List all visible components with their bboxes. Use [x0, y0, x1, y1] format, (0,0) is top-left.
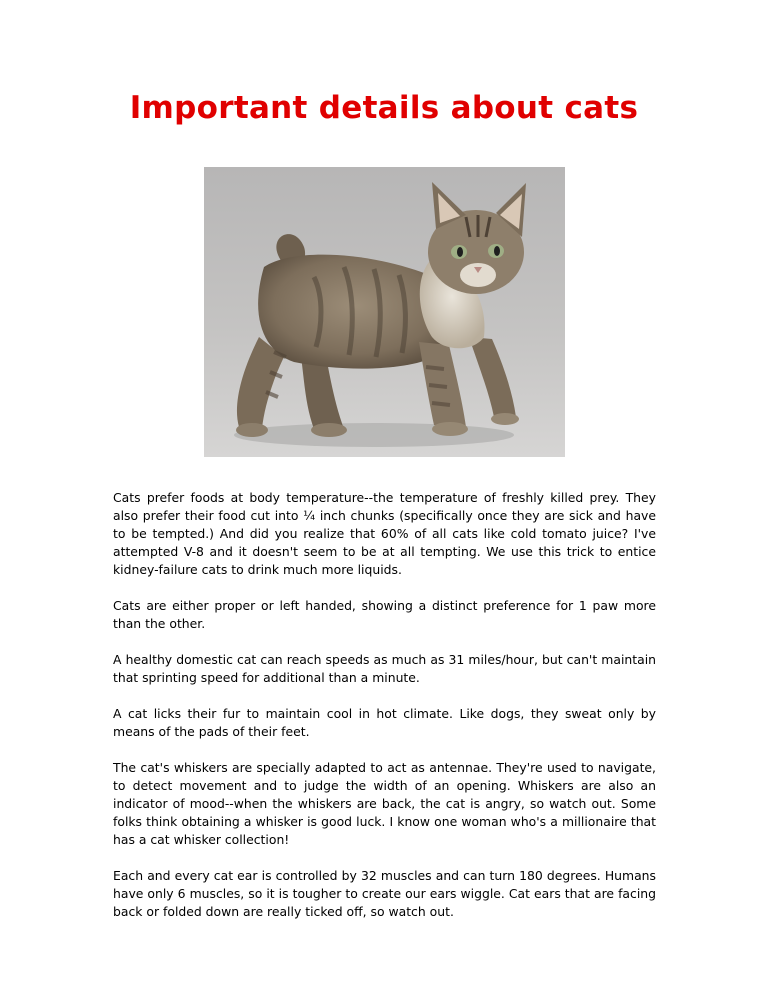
article-body [113, 489, 656, 939]
paragraph: Cats are either proper or left handed, showing a distinct preference for 1 paw more than the other. [113, 598, 656, 631]
paragraph: Each and every cat ear is controlled by 32 muscles and can turn 180 degrees. Humans have only 6 muscles, so it is tougher to create our ears wiggle. Cat ears that are facing back or folded down are really ticked off, so watch out. [113, 868, 656, 919]
paragraph: A cat licks their fur to maintain cool in hot climate. Like dogs, they sweat only by means of the pads of their feet. [113, 706, 656, 739]
cat-photo [204, 167, 565, 457]
paragraph: The cat's whiskers are specially adapted to act as antennae. They're used to navigate, to detect movement and to judge the width of an opening. Whiskers are also an indicator of mood--when the whiskers are back, the cat is angry, so watch out. Some folks think obtaining a whisker is good luck. I know one woman who's a millionaire that has a cat whisker collection! [113, 760, 656, 847]
paragraph: Cats prefer foods at body temperature--the temperature of freshly killed prey. They also prefer their food cut into ¼ inch chunks (specifically once they are sick and have to be tempted.) And did you realize that 60% of all cats like cold tomato juice? I've attempted V-8 and it doesn't seem to be at all tempting. We use this trick to entice kidney-failure cats to drink much more liquids. [113, 490, 656, 577]
paragraph: A healthy domestic cat can reach speeds as much as 31 miles/hour, but can't maintain that sprinting speed for additional than a minute. [113, 652, 656, 685]
page-title: Important details about cats [129, 90, 639, 126]
